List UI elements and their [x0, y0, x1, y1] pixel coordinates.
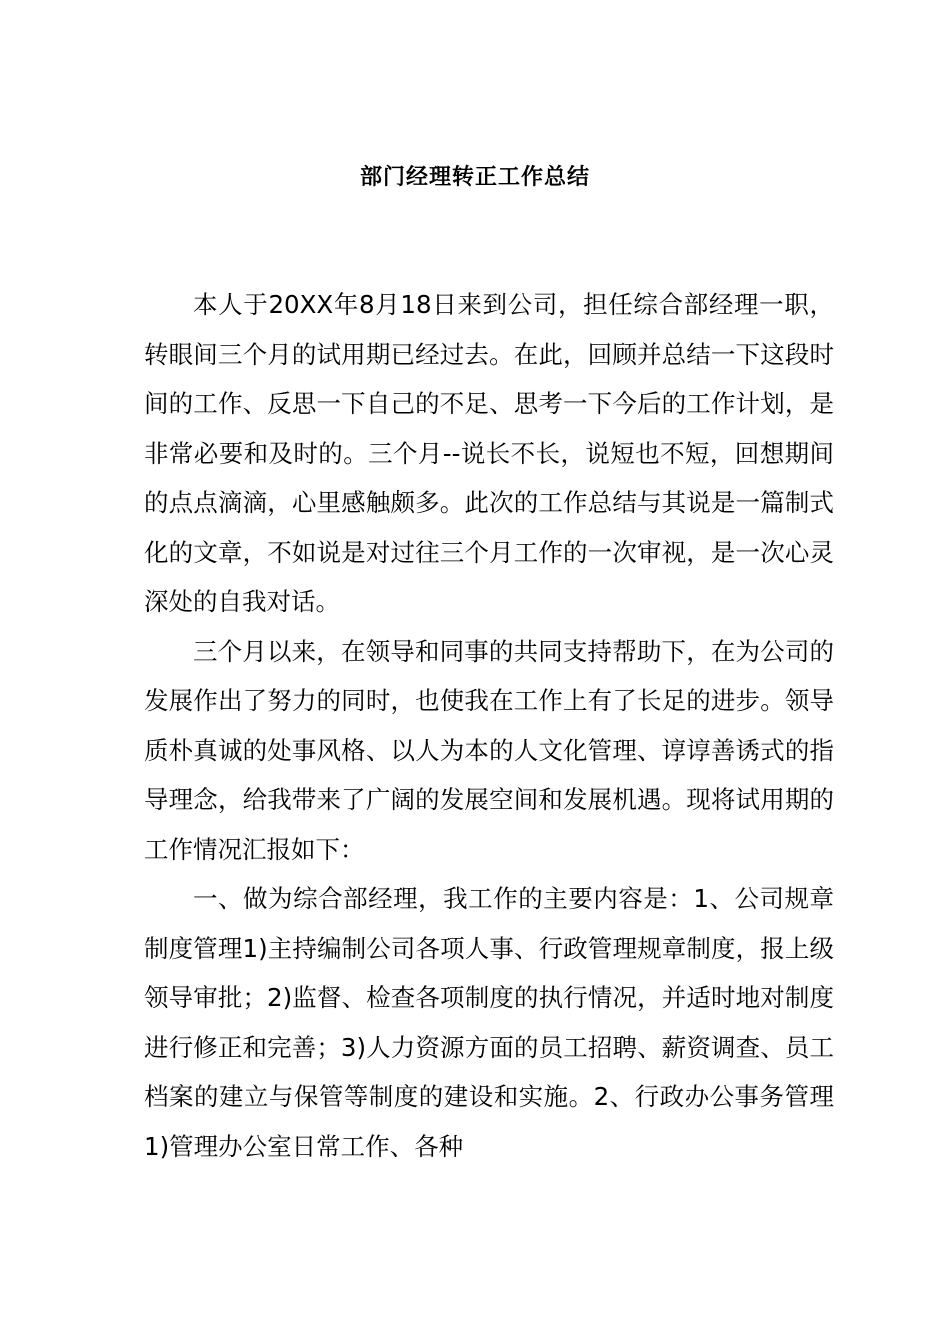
page-title: 部门经理转正工作总结: [359, 165, 590, 190]
document-body: [144, 280, 834, 1171]
paragraph-duties: 一、做为综合部经理，我工作的主要内容是：1、公司规章制度管理1)主持编制公司各项人事、行政管理规章制度，报上级领导审批；2)监督、检查各项制度的执行情况，并适时地对制度进行修正和完善；3)人力资源方面的员工招聘、薪资调查、员工档案的建立与保管等制度的建设和实施。2、行政办公事务管理1)管理办公室日常工作、各种: [144, 884, 834, 1161]
paragraph-intro: 本人于20XX年8月18日来到公司，担任综合部经理一职，转眼间三个月的试用期已经过去。在此，回顾并总结一下这段时间的工作、反思一下自己的不足、思考一下今后的工作计划，是非常必要和及时的。三个月--说长不长，说短也不短，回想期间的点点滴滴，心里感触颇多。此次的工作总结与其说是一篇制式化的文章，不如说是对过往三个月工作的一次审视，是一次心灵深处的自我对话。: [144, 290, 834, 616]
paragraph-progress: 三个月以来，在领导和同事的共同支持帮助下，在为公司的发展作出了努力的同时，也使我在工作上有了长足的进步。领导质朴真诚的处事风格、以人为本的人文化管理、谆谆善诱式的指导理念，给我带来了广阔的发展空间和发展机遇。现将试用期的工作情况汇报如下：: [144, 636, 834, 864]
